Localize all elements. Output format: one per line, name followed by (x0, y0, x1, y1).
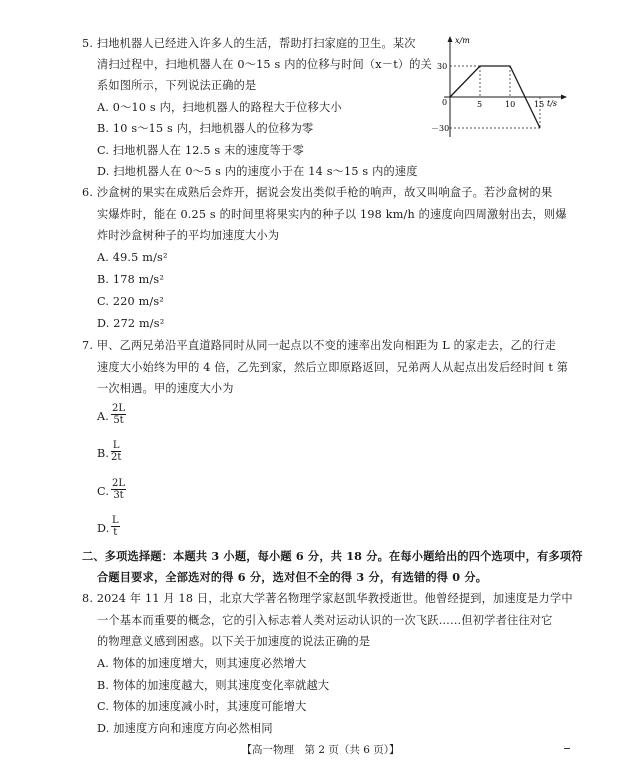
q6-option-a: A. 49.5 m/s² (97, 251, 168, 264)
q5-xt-graph (430, 33, 570, 143)
fraction-denominator: t (113, 527, 118, 538)
q7-option-d-fraction (111, 515, 120, 538)
fraction-denominator: 2t (111, 452, 122, 463)
q7-option-c-label: C. (97, 485, 110, 498)
q7-option-b-label: B. (97, 447, 110, 460)
q5-stem-line-2: 清扫过程中，扫地机器人在 0～15 s 内的位移与时间（x－t）的关 (97, 58, 433, 71)
q8-stem-line-2: 一个基本而重要的概念，它的引入标志着人类对运动认识的一次飞跃……但初学者往往对它 (97, 614, 553, 627)
x-tick-5: 5 (477, 100, 483, 109)
section-2-heading-line-2: 合题目要求，全部选对的得 6 分，选对但不全的得 3 分，有选错的得 0 分。 (97, 570, 488, 584)
q6-option-d: D. 272 m/s² (97, 317, 165, 330)
q8-option-a: A. 物体的加速度增大，则其速度必然增大 (97, 657, 307, 670)
section-2-heading-line-1: 二、多项选择题：本题共 3 小题，每小题 6 分，共 18 分。在每小题给出的四个选项中，有多项符 (82, 549, 583, 563)
q8-option-c: C. 物体的加速度减小时，其速度可能增大 (97, 700, 307, 713)
q7-option-a-label: A. (97, 410, 110, 423)
q6-stem-line-2: 实爆炸时，能在 0.25 s 的时间里将果实内的种子以 198 km/h 的速度向四周激射出去，则爆 (97, 208, 567, 221)
y-tick-30: 30 (437, 62, 448, 71)
q7-option-d-label: D. (97, 522, 110, 535)
q5-stem-line-1: 5. 扫地机器人已经进入许多人的生活，帮助打扫家庭的卫生。某次 (82, 37, 416, 50)
page-footer: 【高一物理 第 2 页（共 6 页）】 (241, 744, 400, 756)
q6-stem-line-1: 6. 沙盒树的果实在成熟后会炸开，据说会发出类似手枪的响声，故又叫响盒子。若沙盒树的果 (82, 186, 553, 199)
q8-stem-line-1: 8. 2024 年 11 月 18 日，北京大学著名物理学家赵凯华教授逝世。他曾经提到，加速度是力学中 (82, 592, 573, 605)
q7-stem-line-2: 速度大小始终为甲的 4 倍，乙先到家，然后立即原路返回，兄弟两人从起点出发后经时间 t 第 (97, 361, 569, 374)
q8-stem-line-3: 的物理意义感到困惑。以下关于加速度的说法正确的是 (97, 635, 371, 648)
x-axis-label: t/s (547, 99, 558, 108)
q7-option-b-fraction (111, 440, 121, 463)
q8-option-b: B. 物体的加速度越大，则其速度变化率就越大 (97, 679, 330, 692)
q7-option-a-fraction (111, 403, 126, 426)
fraction-denominator: 3t (113, 490, 124, 501)
q5-stem-line-3: 系如图所示，下列说法正确的是 (97, 79, 257, 92)
fraction-numerator: 2L (112, 403, 126, 414)
q5-option-c: C. 扫地机器人在 12.5 s 末的速度等于零 (97, 144, 304, 157)
fraction-numerator: L (112, 515, 119, 526)
q7-stem-line-1: 7. 甲、乙两兄弟沿平直道路同时从同一起点以不变的速率出发向相距为 L 的家走去，乙的行走 (82, 339, 557, 352)
q8-option-d: D. 加速度方向和速度方向必然相同 (97, 722, 273, 735)
x-tick-10: 10 (505, 100, 516, 109)
q5-option-b: B. 10 s～15 s 内，扫地机器人的位移为零 (97, 122, 314, 135)
y-axis-label: x/m (455, 36, 470, 45)
origin-label: 0 (442, 98, 448, 107)
q5-option-d: D. 扫地机器人在 0～5 s 内的速度小于在 14 s～15 s 内的速度 (97, 165, 418, 178)
q6-option-c: C. 220 m/s² (97, 295, 164, 308)
fraction-numerator: 2L (112, 478, 126, 489)
q6-option-b: B. 178 m/s² (97, 273, 165, 286)
fraction-denominator: 5t (113, 415, 124, 426)
x-tick-15: 15 (534, 100, 545, 109)
y-tick-neg30: －30 (431, 124, 450, 133)
y-axis-arrow (448, 36, 453, 42)
q7-stem-line-3: 一次相遇。甲的速度大小为 (97, 382, 234, 395)
q5-option-a: A. 0～10 s 内，扫地机器人的路程大于位移大小 (97, 101, 342, 114)
fraction-numerator: L (112, 440, 120, 451)
corner-mark (564, 748, 570, 749)
q7-option-c-fraction (111, 478, 126, 501)
q6-stem-line-3: 炸时沙盒树种子的平均加速度大小为 (97, 229, 280, 242)
x-axis-arrow (561, 95, 567, 100)
